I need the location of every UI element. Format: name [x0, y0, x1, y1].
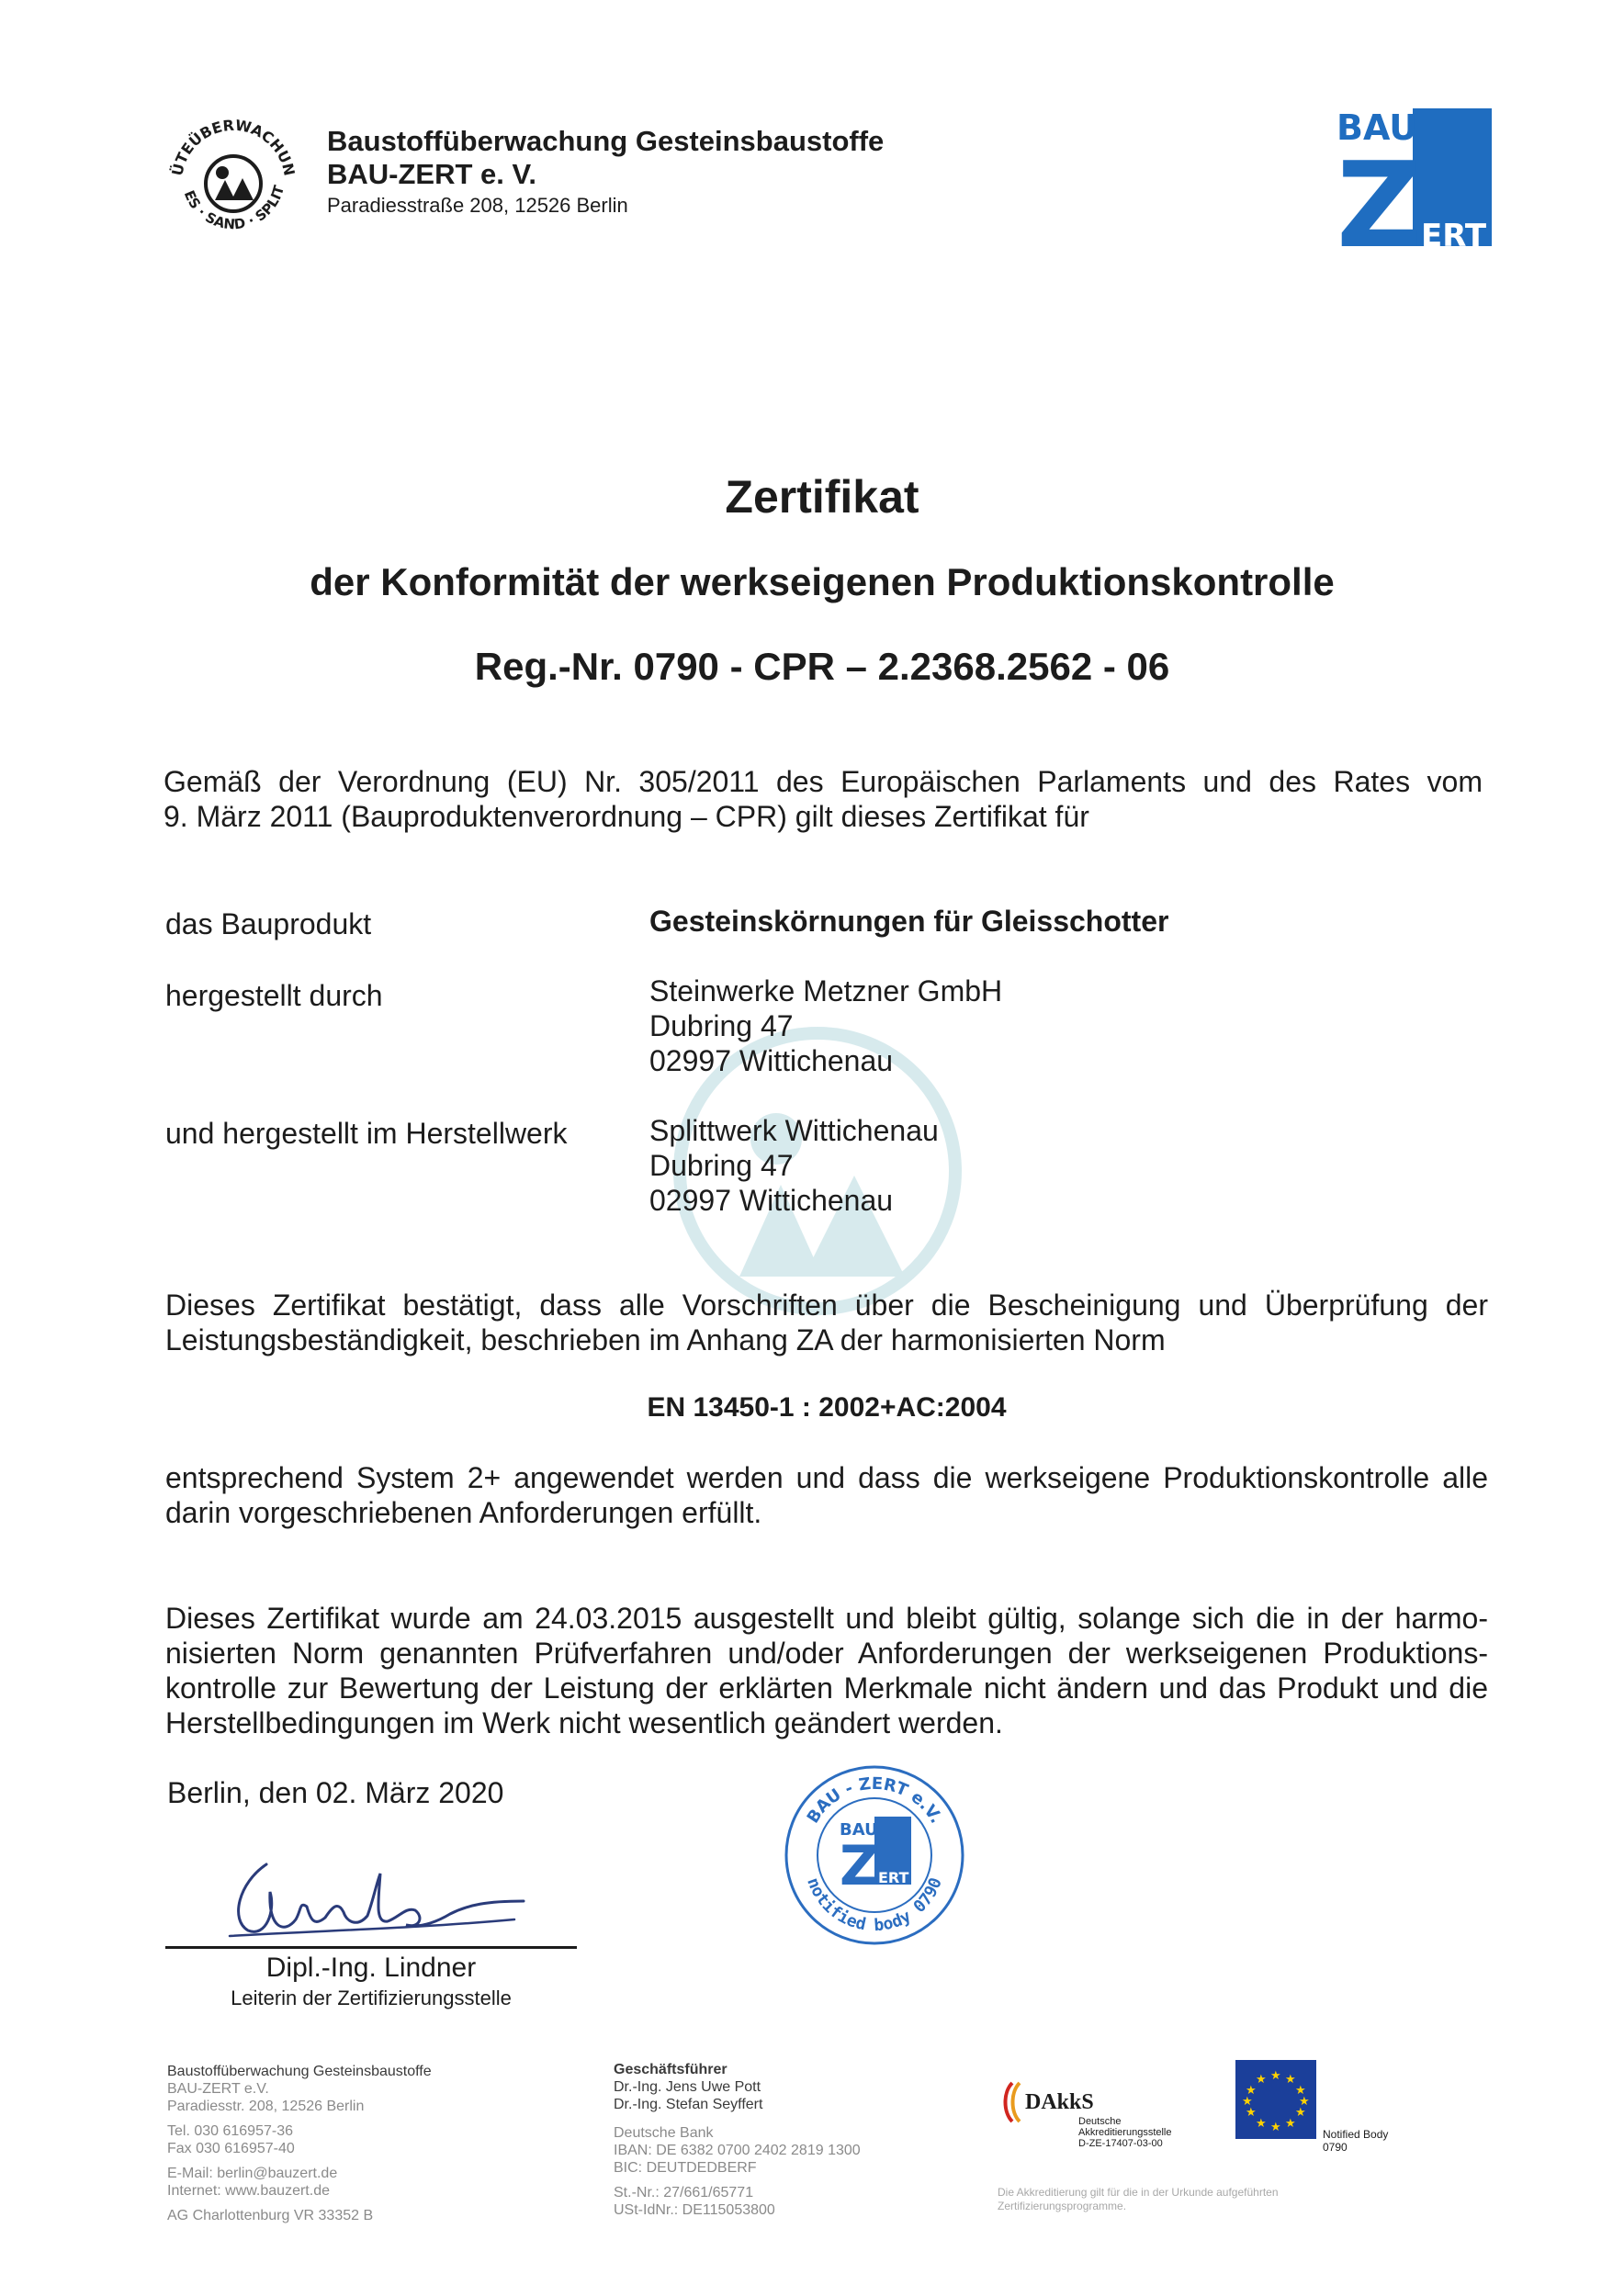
plant-line: Dubring 47: [649, 1149, 794, 1182]
footer-org-line: Baustoffüberwachung Gesteinsbaustoffe: [167, 2064, 432, 2079]
stamp-z-text: Z: [840, 1834, 880, 1898]
validity-line-1: Dieses Zertifikat wurde am 24.03.2015 ausgestellt und bleibt gültig, solange sich die in der harmo-: [165, 1602, 1488, 1635]
footer-phone: Tel. 030 616957-36: [167, 2123, 293, 2139]
validity-line-2: nisierten Norm genannten Prüfverfahren und/oder Anforderungen der werkseigenen Produktions-: [165, 1637, 1488, 1670]
bauzert-logo: [1335, 107, 1493, 250]
signature-line: [165, 1946, 577, 1949]
notified-body-stamp: [783, 1763, 966, 1947]
manufacturer-line: Steinwerke Metzner GmbH: [649, 974, 1003, 1007]
seal-text-top: ÜTEÜBERWACHUN: [168, 116, 299, 178]
norm-reference: EN 13450-1 : 2002+AC:2004: [647, 1392, 1007, 1423]
product-value: Gesteinskörnungen für Gleisschotter: [649, 905, 1169, 938]
confirmation-line-1: Dieses Zertifikat bestätigt, dass alle Vorschriften über die Bescheinigung und Überprüfung der: [165, 1289, 1488, 1322]
footer-manager: Dr.-Ing. Jens Uwe Pott: [614, 2079, 761, 2095]
footer-management-heading: Geschäftsführer: [614, 2062, 727, 2077]
system-line-1: entsprechend System 2+ angewendet werden und dass die werkseigene Produktionskontrolle alle: [165, 1461, 1488, 1494]
logo-z-text: Z: [1336, 138, 1422, 250]
manufacturer-label: hergestellt durch: [165, 979, 383, 1012]
handwritten-signature: [211, 1846, 533, 1947]
plant-line: 02997 Wittichenau: [649, 1184, 894, 1217]
footer-register: AG Charlottenburg VR 33352 B: [167, 2208, 374, 2223]
footer-website: Internet: www.bauzert.de: [167, 2183, 330, 2199]
signatory-role: Leiterin der Zertifizierungsstelle: [231, 1986, 512, 2009]
certificate-subtitle: der Konformität der werkseigenen Produktionskontrolle: [310, 560, 1335, 603]
manufacturer-address: [649, 974, 1002, 1078]
footer-org-line: Paradiesstr. 208, 12526 Berlin: [167, 2099, 365, 2114]
footer-fax: Fax 030 616957-40: [167, 2141, 295, 2156]
stamp-bau-text: BAU: [840, 1820, 878, 1840]
validity-line-4: Herstellbedingungen im Werk nicht wesentlich geändert werden.: [165, 1706, 1003, 1739]
stamp-ert-text: ERT: [878, 1869, 909, 1886]
org-name: Baustoffüberwachung Gesteinsbaustoffe: [327, 125, 885, 157]
eu-flag-icon: ★ ★ ★ ★ ★ ★ ★ ★ ★ ★ ★ ★: [1235, 2060, 1316, 2139]
manufacturer-line: 02997 Wittichenau: [649, 1044, 894, 1077]
org-address: Paradiesstraße 208, 12526 Berlin: [327, 194, 628, 217]
validity-line-3: kontrolle zur Bewertung der Leistung der erklärten Merkmale nicht ändern und das Produkt und die: [165, 1671, 1488, 1705]
dakks-line: Akkreditierungsstelle: [1078, 2127, 1172, 2138]
plant-address: [649, 1113, 939, 1218]
product-label: das Bauprodukt: [165, 907, 372, 940]
signatory-name: Dipl.-Ing. Lindner: [265, 1953, 477, 1983]
footer-bank: Deutsche Bank: [614, 2125, 714, 2141]
registration-number: Reg.-Nr. 0790 - CPR – 2.2368.2562 - 06: [474, 645, 1170, 688]
dakks-caption: [1078, 2116, 1172, 2149]
intro-line-1: Gemäß der Verordnung (EU) Nr. 305/2011 des Europäischen Parlaments und des Rates vom: [164, 765, 1483, 798]
accreditation-note: [998, 2186, 1279, 2213]
footer-email: E-Mail: berlin@bauzert.de: [167, 2166, 338, 2181]
footer-vat-id: USt-IdNr.: DE115053800: [614, 2202, 775, 2218]
accreditation-note-line: Zertifizierungsprogramme.: [998, 2200, 1127, 2212]
footer-management-block: [614, 2061, 861, 2219]
notified-body-caption: [1323, 2128, 1388, 2154]
dakks-name: DAkkS: [1025, 2090, 1094, 2114]
confirmation-line-2: Leistungsbeständigkeit, beschrieben im Anhang ZA der harmonisierten Norm: [165, 1323, 1166, 1356]
svg-text:GÜTEÜBERWACHUNG: [164, 112, 299, 177]
stamp-ring-top: BAU - ZERT e.V.: [803, 1773, 946, 1828]
intro-line-2: 9. März 2011 (Bauproduktenverordnung – CPR) gilt dieses Zertifikat für: [164, 800, 1089, 833]
footer-manager: Dr.-Ing. Stefan Seyffert: [614, 2097, 763, 2112]
logo-ert-text: ERT: [1421, 218, 1487, 250]
guteuberwachung-seal: [164, 112, 303, 252]
footer-org-line: BAU-ZERT e.V.: [167, 2081, 269, 2097]
notified-body-label: Notified Body: [1323, 2128, 1389, 2141]
footer-org-block: [167, 2063, 432, 2224]
accreditation-note-line: Die Akkreditierung gilt für die in der Urkunde aufgeführten: [998, 2186, 1279, 2199]
place-date: Berlin, den 02. März 2020: [167, 1776, 504, 1809]
footer-bic: BIC: DEUTDEDBERF: [614, 2160, 757, 2176]
plant-line: Splittwerk Wittichenau: [649, 1114, 939, 1147]
dakks-logo: [1001, 2072, 1203, 2155]
logo-bau-text: BAU: [1336, 107, 1418, 148]
manufacturer-line: Dubring 47: [649, 1009, 794, 1042]
plant-label: und hergestellt im Herstellwerk: [165, 1117, 568, 1150]
notified-body-number: 0790: [1323, 2141, 1348, 2154]
stamp-ring-bottom: notified body 0790: [803, 1874, 946, 1936]
footer-iban: IBAN: DE 6382 0700 2402 2819 1300: [614, 2143, 861, 2158]
org-subtitle: BAU-ZERT e. V.: [327, 158, 536, 190]
dakks-line: D-ZE-17407-03-00: [1078, 2138, 1163, 2149]
system-line-2: darin vorgeschriebenen Anforderungen erfüllt.: [165, 1496, 762, 1529]
certificate-title: Zertifikat: [725, 471, 919, 523]
dakks-line: Deutsche: [1078, 2116, 1122, 2127]
footer-tax-number: St.-Nr.: 27/661/65771: [614, 2185, 754, 2200]
seal-text-bottom: ES · SAND · SPLIT: [180, 183, 288, 233]
